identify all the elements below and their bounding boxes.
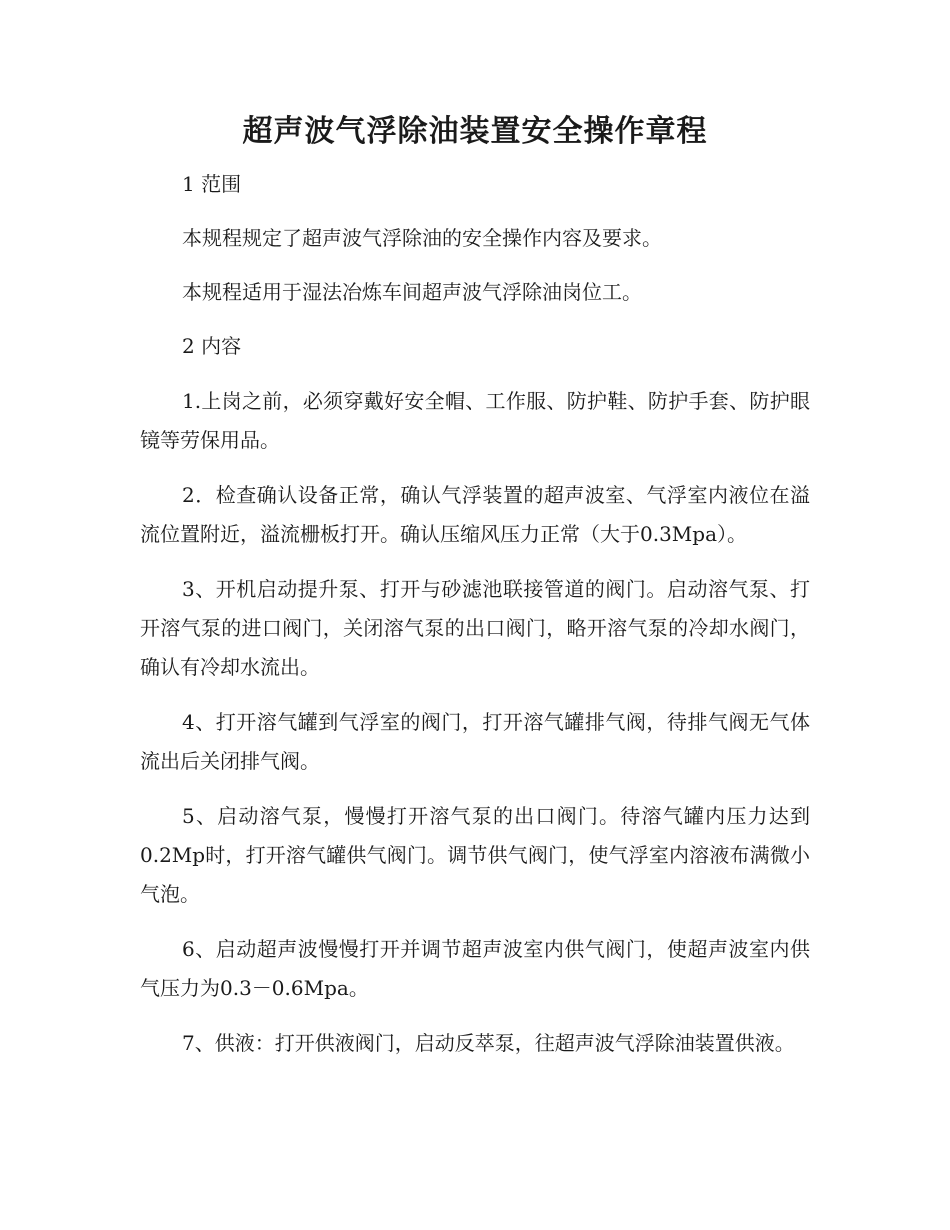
scope-paragraph-2: 本规程适用于湿法冶炼车间超声波气浮除油岗位工。	[182, 280, 642, 304]
section-heading-scope: 1 范围	[182, 172, 242, 196]
procedure-item-4: 4、打开溶气罐到气浮室的阀门，打开溶气罐排气阀，待排气阀无气体流出后关闭排气阀。	[140, 710, 810, 773]
section-heading-content: 2 内容	[182, 334, 242, 358]
procedure-item-3: 3、开机启动提升泵、打开与砂滤池联接管道的阀门。启动溶气泵、打开溶气泵的进口阀门，关闭溶气泵的出口阀门，略开溶气泵的冷却水阀门，确认有冷却水流出。	[140, 577, 810, 679]
procedure-item-2: 2．检查确认设备正常，确认气浮装置的超声波室、气浮室内液位在溢流位置附近，溢流栅板打开。确认压缩风压力正常（大于0.3Mpa）。	[140, 483, 810, 546]
document-body	[140, 165, 810, 1063]
scope-paragraph-1: 本规程规定了超声波气浮除油的安全操作内容及要求。	[182, 226, 662, 250]
procedure-item-5: 5、启动溶气泵，慢慢打开溶气泵的出口阀门。待溶气罐内压力达到0.2Mp时，打开溶气罐供气阀门。调节供气阀门，使气浮室内溶液布满微小气泡。	[140, 804, 810, 906]
document-title: 超声波气浮除油装置安全操作章程	[242, 114, 708, 149]
procedure-item-6: 6、启动超声波慢慢打开并调节超声波室内供气阀门，使超声波室内供气压力为0.3－0.6Mpa。	[140, 937, 810, 1000]
procedure-item-1: 1.上岗之前，必须穿戴好安全帽、工作服、防护鞋、防护手套、防护眼镜等劳保用品。	[140, 389, 810, 452]
procedure-item-7: 7、供液：打开供液阀门，启动反萃泵，往超声波气浮除油装置供液。	[182, 1031, 795, 1055]
